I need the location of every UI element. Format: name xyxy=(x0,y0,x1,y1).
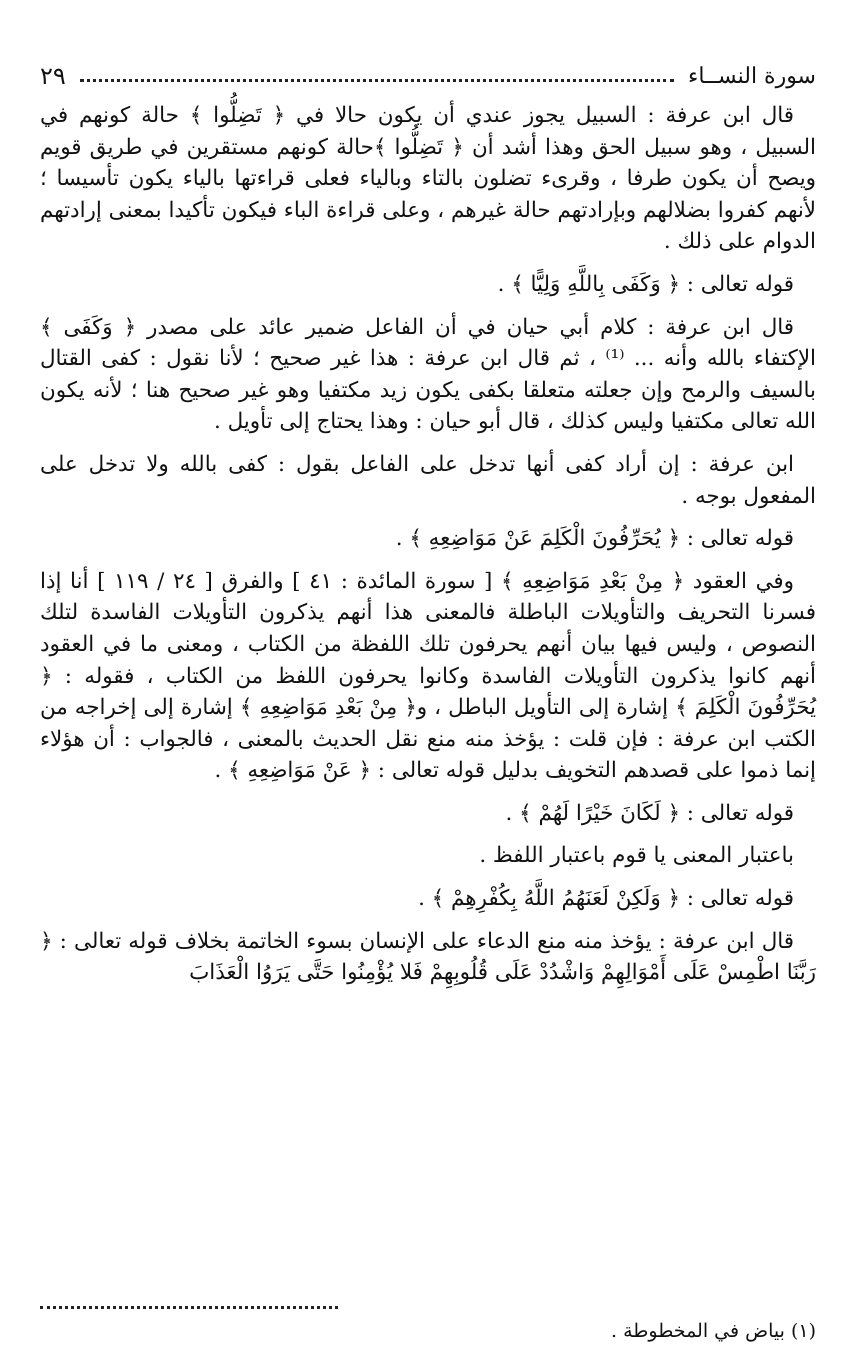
paragraph-6: وفي العقود ﴿ مِنْ بَعْدِ مَوَاضِعِهِ ﴾ [ سورة المائدة : ٤١ ] والفرق [ ٢٤ / ١١٩ ] أنا إذا فسرنا التحريف والتأويلات الباطلة فالمعنى هذا أنهم يذكرون التأويلات الفاسدة لتلك النصوص ، وليس فيها بيان أنهم يحرفون تلك اللفظة من الكتاب ، ومعنى ما في العقود أنهم كانوا يذكرون التأويلات الفاسدة وكانوا يحرفون اللفظ من الكتاب ، فقوله : ﴿ يُحَرِّفُونَ الْكَلِمَ ﴾ إشارة إلى التأويل الباطل ، و﴿ مِنْ بَعْدِ مَوَاضِعِهِ ﴾ إشارة إلى إخراجه من الكتب ابن عرفة : فإن قلت : يؤخذ منه منع نقل الحديث بالمعنى ، فالجواب : أن هؤلاء إنما ذموا على قصدهم التخويف بدليل قوله تعالى : ﴿ عَنْ مَوَاضِعِهِ ﴾ . xyxy=(40,568,816,784)
paragraph-4: ابن عرفة : إن أراد كفى أنها تدخل على الفاعل بقول : كفى بالله ولا تدخل على المفعول بوجه . xyxy=(40,451,816,509)
paragraph-7: قوله تعالى : ﴿ لَكَانَ خَيْرًا لَهُمْ ﴾ . xyxy=(505,800,794,826)
header-dotted-rule xyxy=(80,79,674,82)
footnote-divider xyxy=(40,1306,338,1309)
page-header xyxy=(40,58,816,94)
paragraph-1: قال ابن عرفة : السبيل يجوز عندي أن يكون حالا في ﴿ تَضِلُّوا ﴾ حالة كونهم في السبيل ، وهو سبيل الحق وهذا أشد أن ﴿ تَضِلُّوا ﴾حالة كونهم مستقرين في طريق قويم ويصح أن يكون طرفا ، وقرىء تضلون بالتاء وبالياء فعلى قراءتها بالياء يكون تأسيسا ؛ لأنهم كفروا بضلالهم وبإرادتهم حالة غيرهم ، وعلى قراءة الباء فيكون تأكيدا بمعنى إرادتهم الدوام على ذلك . xyxy=(40,103,816,255)
paragraph-8: باعتبار المعنى يا قوم باعتبار اللفظ . xyxy=(479,843,794,869)
paragraph-5: قوله تعالى : ﴿ يُحَرِّفُونَ الْكَلِمَ عَنْ مَوَاضِعِهِ ﴾ . xyxy=(395,526,794,552)
page-body xyxy=(40,100,816,1000)
paragraph-9: قوله تعالى : ﴿ وَلَكِنْ لَعَنَهُمُ اللَّهُ بِكُفْرِهِمْ ﴾ . xyxy=(418,886,794,912)
paragraph-3: قال ابن عرفة : كلام أبي حيان في أن الفاعل ضمير عائد على مصدر ﴿ وَكَفَى ﴾ الإكتفاء بالله وأنه ... ⁽¹⁾ ، ثم قال ابن عرفة : هذا غير صحيح ؛ لأنا نقول : كفى القتال بالسيف والرمح وإن جعلته متعلقا بكفى يكون زيد مكتفيا وهو غير صحيح هنا ؛ لأنه يكون الله تعالى مكتفيا وليس كذلك ، قال أبو حيان : وهذا يحتاج إلى تأويل . xyxy=(40,314,816,435)
paragraph-2: قوله تعالى : ﴿ وَكَفَى بِاللَّهِ وَلِيًّا ﴾ . xyxy=(497,271,794,297)
surah-title: سورة النســاء xyxy=(688,63,816,89)
paragraph-10: قال ابن عرفة : يؤخذ منه منع الدعاء على الإنسان بسوء الخاتمة بخلاف قوله تعالى : ﴿ رَبَّنَا اطْمِسْ عَلَى أَمْوَالِهِمْ وَاشْدُدْ عَلَى قُلُوبِهِمْ فَلا يُؤْمِنُوا حَتَّى يَرَوُا الْعَذَابَ xyxy=(40,928,816,986)
page-number: ٢٩ xyxy=(40,62,66,90)
footnote: (١) بياض في المخطوطة . xyxy=(611,1320,816,1342)
